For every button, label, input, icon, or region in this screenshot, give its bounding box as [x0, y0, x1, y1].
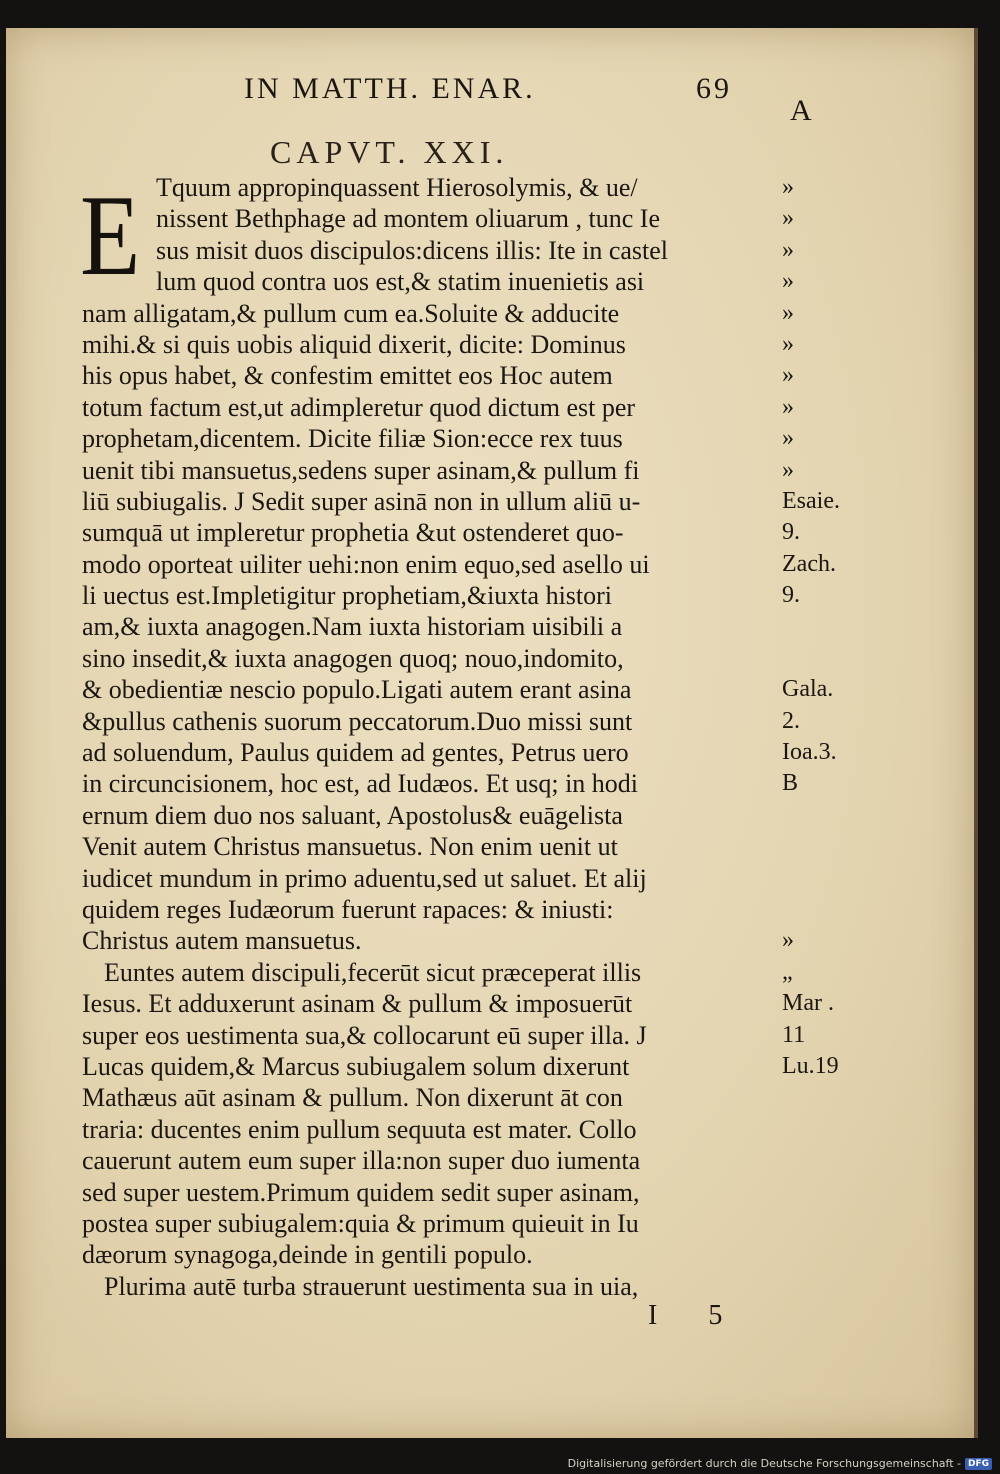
page-number: 69: [696, 72, 732, 105]
margin-note: »: [782, 330, 794, 357]
margin-note: »: [782, 174, 794, 200]
text-line: Euntes autem discipuli,fecerūt sicut præceperat illis: [104, 957, 642, 987]
margin-note: »: [782, 393, 794, 420]
text-line: lum quod contra uos est,& statim inuenietis asi: [156, 267, 645, 297]
text-line: in circuncisionem, hoc est, ad Iudæos. Et usq; in hodi: [82, 769, 639, 799]
margin-note: »: [782, 927, 794, 954]
text-line: Tquum appropinquassent Hierosolymis, & ue/: [156, 173, 638, 202]
text-line: nam alligatam,& pullum cum ea.Soluite & adducite: [82, 298, 620, 328]
text-line: sumquā ut impleretur prophetia &ut ostenderet quo-: [82, 518, 624, 548]
body-text: [82, 172, 782, 1302]
margin-note: [782, 894, 882, 925]
text-line: traria: ducentes enim pullum sequuta est mater. Collo: [82, 1114, 637, 1144]
text-line: prophetam,dicentem. Dicite filiæ Sion:ecce rex tuus: [82, 424, 623, 454]
text-line: sino insedit,& iuxta anagogen quoq; nouo,indomito,: [82, 643, 624, 673]
margin-notes: [782, 172, 882, 1302]
margin-note: [782, 1239, 882, 1270]
chapter-heading: CAPVT. XXI.: [270, 134, 509, 170]
text-line: &pullus cathenis suorum peccatorum.Duo missi sunt: [82, 706, 633, 736]
text-line: super eos uestimenta sua,& collocarunt eū super illa. J: [82, 1020, 647, 1050]
margin-note: Zach.: [782, 550, 836, 577]
text-line: ernum diem duo nos saluant, Apostolus& euāgelista: [82, 800, 623, 830]
text-line: quidem reges Iudæorum fuerunt rapaces: & iniusti:: [82, 894, 614, 924]
text-line: totum factum est,ut adimpleretur quod dictum est per: [82, 392, 636, 422]
margin-note: [782, 1145, 882, 1176]
margin-note: [782, 831, 882, 862]
text-line: Iesus. Et adduxerunt asinam & pullum & imposuerūt: [82, 989, 633, 1019]
text-line: Venit autem Christus mansuetus. Non enim uenit ut: [82, 832, 618, 862]
text-line: his opus habet, & confestim emittet eos Hoc autem: [82, 361, 613, 391]
margin-note: [782, 643, 882, 674]
margin-note: Lu.19: [782, 1052, 839, 1079]
margin-note: 9.: [782, 582, 800, 609]
text-line: mihi.& si quis uobis aliquid dixerit, dicite: Dominus: [82, 329, 626, 359]
margin-note: Esaie.: [782, 487, 840, 514]
running-title: IN MATTH. ENAR.: [244, 72, 536, 105]
text-line: & obedientiæ nescio populo.Ligati autem erant asina: [82, 675, 632, 705]
margin-note: 9.: [782, 519, 800, 546]
margin-note: [782, 1271, 882, 1302]
signature-line: I 5: [648, 1300, 745, 1331]
text-line: Christus autem mansuetus.: [82, 926, 362, 956]
text-line: ad soluendum, Paulus quidem ad gentes, Petrus uero: [82, 738, 629, 768]
text-line: dæorum synagoga,deinde in gentili populo.: [82, 1240, 533, 1270]
margin-note: B: [782, 770, 799, 797]
signature-mark: A: [790, 94, 815, 127]
margin-note: »: [782, 425, 794, 452]
margin-note: Mar .: [782, 990, 834, 1017]
text-line: nissent Bethphage ad montem oliuarum , tunc Ie: [156, 204, 660, 234]
text-line: cauerunt autem eum super illa:non super duo iumenta: [82, 1146, 641, 1176]
margin-note: 2.: [782, 707, 800, 734]
dfg-logo-icon: DFG: [965, 1458, 992, 1470]
margin-note: [782, 1082, 882, 1113]
margin-note: Ioa.3.: [782, 739, 837, 766]
text-line: Plurima autē turba strauerunt uestimenta sua in uia,: [104, 1271, 639, 1301]
text-line: uenit tibi mansuetus,sedens super asinam,& pullum fi: [82, 455, 640, 485]
text-line: sed super uestem.Primum quidem sedit super asinam,: [82, 1177, 640, 1207]
margin-note: „: [782, 958, 793, 985]
text-line: Mathæus aūt asinam & pullum. Non dixerunt āt con: [82, 1083, 623, 1113]
text-line: liū subiugalis. J Sedit super asinā non in ullum aliū u-: [82, 486, 641, 516]
text-line: am,& iuxta anagogen.Nam iuxta historiam uisibili a: [82, 612, 623, 642]
margin-note: »: [782, 456, 794, 483]
margin-note: [782, 1114, 882, 1145]
margin-note: »: [782, 299, 794, 326]
margin-note: »: [782, 205, 794, 232]
margin-note: »: [782, 268, 794, 295]
margin-note: [782, 611, 882, 642]
margin-note: »: [782, 236, 794, 263]
margin-note: »: [782, 362, 794, 389]
margin-note: [782, 1177, 882, 1208]
text-line: Lucas quidem,& Marcus subiugalem solum dixerunt: [82, 1051, 630, 1081]
drop-initial: E: [80, 172, 141, 300]
margin-note: [782, 1208, 882, 1239]
text-line: sus misit duos discipulos:dicens illis: Ite in castel: [156, 235, 669, 265]
text-line: li uectus est.Impletigitur prophetiam,&iuxta histori: [82, 581, 613, 611]
margin-note: [782, 863, 882, 894]
text-line: postea super subiugalem:quia & primum quieuit in Iu: [82, 1208, 639, 1238]
text-line: iudicet mundum in primo aduentu,sed ut saluet. Et alij: [82, 863, 647, 893]
footer-text: Digitalisierung gefördert durch die Deutsche Forschungsgemeinschaft -: [567, 1457, 961, 1470]
margin-note: Gala.: [782, 676, 834, 703]
text-line: modo oporteat uiliter uehi:non enim equo,sed asello ui: [82, 549, 650, 579]
margin-note: [782, 800, 882, 831]
footer-credit: [568, 1457, 992, 1470]
margin-note: 11: [782, 1021, 806, 1048]
